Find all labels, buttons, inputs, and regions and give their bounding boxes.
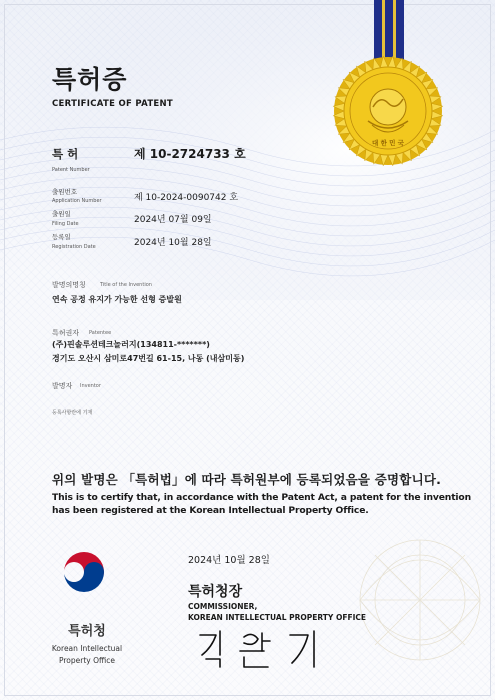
patentee-label-en: Patentee <box>89 330 112 336</box>
kipo-logo-icon <box>60 550 108 598</box>
certification-statement-en-line1: This is to certify that, in accordance with the Patent Act, a patent for the invention <box>52 492 471 503</box>
application-number-label-en: Application Number <box>52 198 102 204</box>
commissioner-title-en-line2: KOREAN INTELLECTUAL PROPERTY OFFICE <box>188 613 367 622</box>
kipo-logo-name: 특허청 <box>68 624 106 639</box>
registration-date-label: 등록일 <box>52 233 71 241</box>
certificate-subtitle: CERTIFICATE OF PATENT <box>52 99 174 109</box>
filing-date-label: 출원일 <box>52 210 71 218</box>
certificate-title: 특허증 <box>52 65 128 94</box>
kipo-logo-name-en-line2: Property Office <box>58 656 115 665</box>
registration-date-value: 2024년 10월 28일 <box>134 238 212 248</box>
invention-title-label-en: Title of the Invention <box>100 282 152 288</box>
invention-title-value: 연속 공정 유지가 가능한 선형 증발원 <box>52 295 182 304</box>
patent-number-label: 특 허 <box>52 147 79 161</box>
kipo-logo-name-en-line1: Korean Intellectual <box>51 644 123 653</box>
application-number-value: 제 10-2024-0090742 호 <box>134 193 239 203</box>
inventor-label: 발명자 <box>52 382 73 390</box>
certification-statement-ko: 위의 발명은 「특허법」에 따라 특허원부에 등록되었음을 증명합니다. <box>52 472 442 487</box>
patent-number-value: 제 10-2724733 호 <box>134 147 246 161</box>
patentee-address: 경기도 오산시 삼미로47번길 61-15, 나동 (내삼미동) <box>52 354 245 363</box>
commissioner-title-en-line1: COMMISSIONER, <box>188 602 258 611</box>
government-seal-icon <box>332 55 444 167</box>
invention-title-label: 발명의명칭 <box>52 281 86 289</box>
application-number-label: 출원번호 <box>52 188 78 196</box>
inventor-note: 등록사항란에 기재 <box>52 410 93 416</box>
seal-text: 대 한 민 국 <box>372 139 404 147</box>
certification-statement-en-line2: has been registered at the Korean Intellectual Property Office. <box>52 505 369 516</box>
commissioner-title-ko: 특허청장 <box>188 584 243 600</box>
patentee-label: 특허권자 <box>52 329 80 337</box>
filing-date-value: 2024년 07월 09일 <box>134 215 212 225</box>
patentee-name: (주)핀솔루션테크놀러지(134811-*******) <box>52 340 210 349</box>
issue-date: 2024년 10월 28일 <box>188 555 270 566</box>
watermark-emblem <box>340 500 490 690</box>
commissioner-signature <box>194 625 324 670</box>
patent-number-label-en: Patent Number <box>52 167 90 173</box>
registration-date-label-en: Registration Date <box>52 244 96 250</box>
filing-date-label-en: Filing Date <box>52 221 79 227</box>
inventor-label-en: Inventor <box>80 383 101 389</box>
